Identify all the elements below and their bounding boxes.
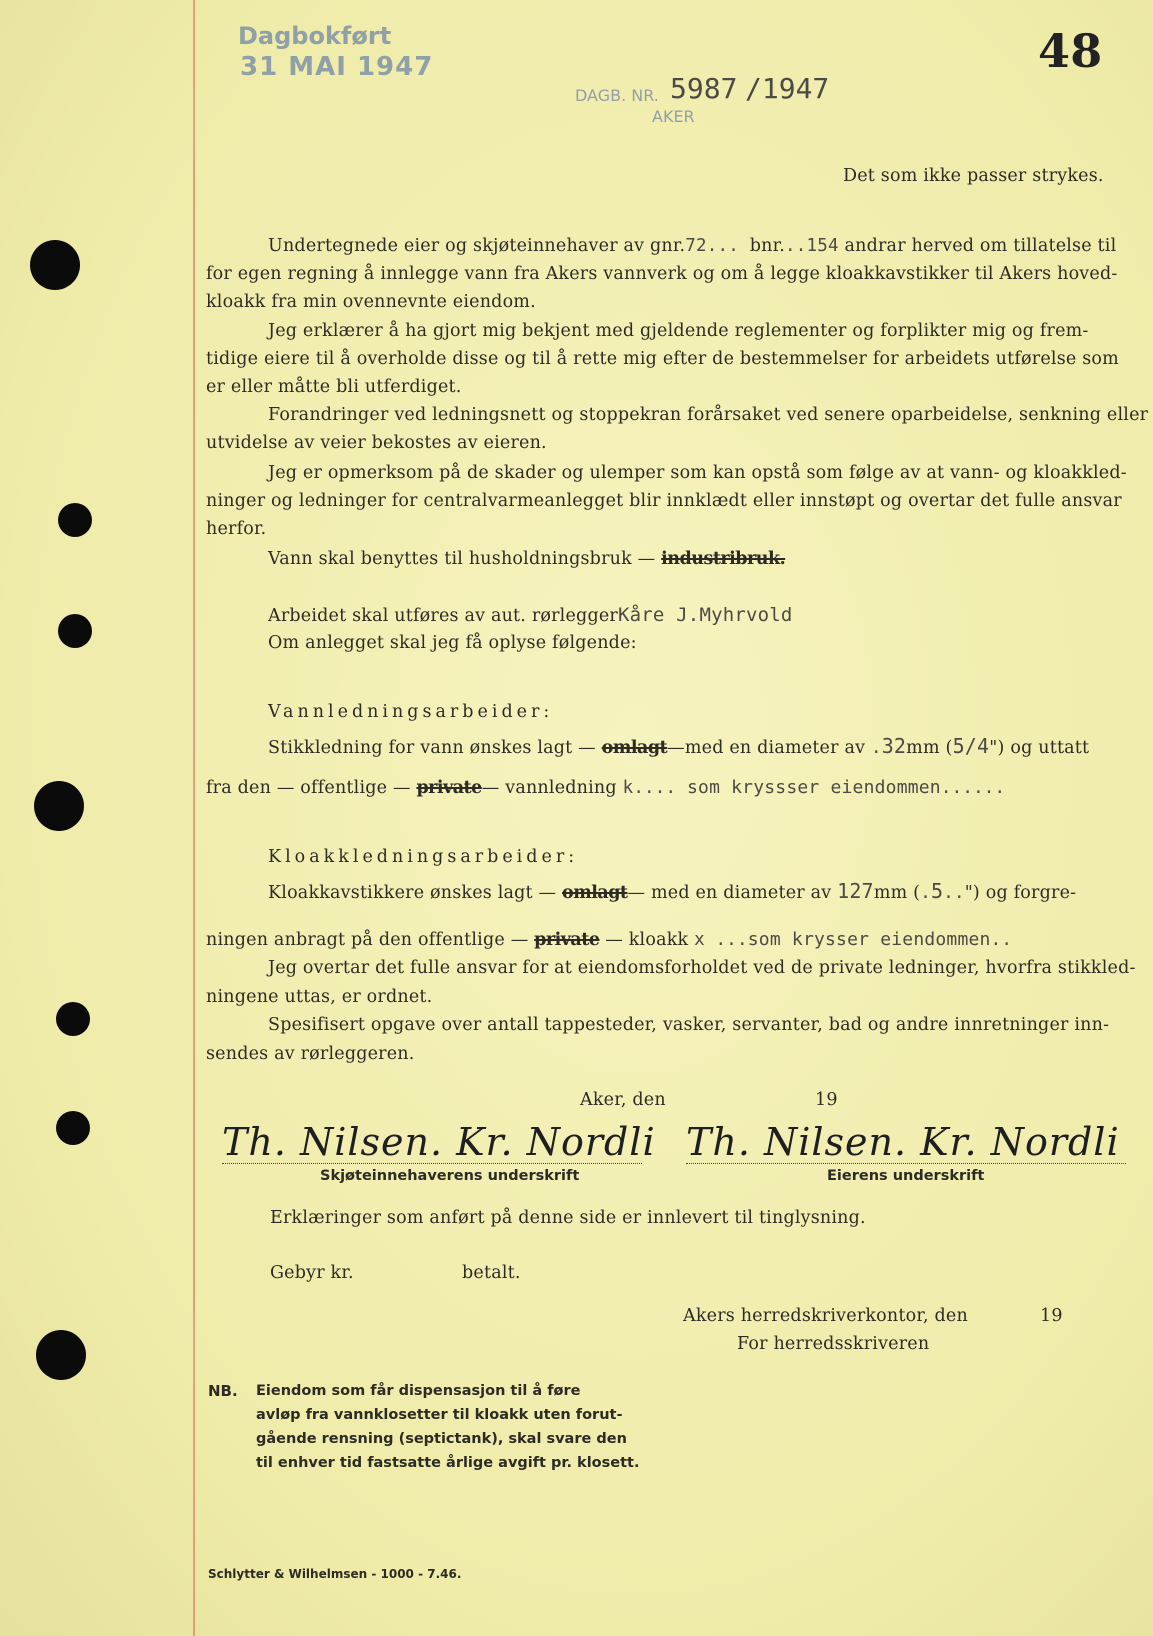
p4-line: herfor. <box>206 519 267 539</box>
vann-diameter-in: 5/4 <box>952 734 990 758</box>
kloakk-para-line: ningene uttas, er ordnet. <box>206 987 433 1007</box>
p2-line: er eller måtte bli utferdiget. <box>206 377 462 397</box>
left-signature-label: Skjøteinnehaverens underskrift <box>320 1168 580 1184</box>
kloakk-diameter-in: 5 <box>930 879 944 903</box>
kloakk-diameter-mm: 127 <box>837 879 874 903</box>
p1-line: kloakk fra min ovennevnte eiendom. <box>206 292 536 312</box>
rorlegger-line: Arbeidet skal utføres av aut. rørleggerKåre J.Myhrvold <box>268 604 793 626</box>
instruction: Det som ikke passer strykes. <box>843 166 1104 186</box>
p2-line: tidige eiere til å overholde disse og til å rette mig efter de bestemmelser for arbeidets utførelse som <box>206 349 1119 369</box>
punch-hole <box>58 503 92 537</box>
dagb-year: /1947 <box>745 72 830 105</box>
dagbokfort-date: 31 MAI 1947 <box>240 52 434 82</box>
punch-hole <box>34 781 84 831</box>
vann-diameter-mm: 32 <box>881 734 907 758</box>
struck-industribruk: industribruk. <box>661 549 786 569</box>
p3-line: utvidelse av veier bekostes av eieren. <box>206 433 547 453</box>
vann-handwritten: som kryssser eiendommen <box>687 777 941 798</box>
right-signature-label: Eierens underskrift <box>827 1168 985 1184</box>
dagb-nr-value: 5987 <box>670 72 738 105</box>
betalt: betalt. <box>462 1263 521 1283</box>
vann-line-2: fra den — offentlige — private— vannledning k.... som kryssser eiendommen...... <box>206 777 1006 798</box>
kloakk-line-1: Kloakkavstikkere ønskes lagt — omlagt— med en diameter av 127mm (.5..") og forgre- <box>268 879 1077 903</box>
vann-heading: Vannledningsarbeider: <box>268 702 554 722</box>
p1-line: Undertegnede eier og skjøteinnehaver av gnr.72... bnr...154 andrar herved om tillatelse til <box>268 236 1117 256</box>
p4-line: Jeg er opmerksom på de skader og ulemper som kan opstå som følge av at vann- og kloakkled- <box>268 463 1127 483</box>
margin-line <box>193 0 195 1636</box>
dagb-nr-label: DAGB. NR. <box>575 86 659 105</box>
p3-line: Forandringer ved ledningsnett og stoppekran forårsaket ved senere oparbeidelse, senkning eller <box>268 405 1149 425</box>
bnr-value: 154 <box>806 236 839 256</box>
kontor-year: 19 <box>1040 1306 1063 1326</box>
spesifisert-line: Spesifisert opgave over antall tappesteder, vasker, servanter, bad og andre innretninger inn- <box>268 1015 1110 1035</box>
nb-line: til enhver tid fastsatte årlige avgift pr. klosett. <box>256 1455 640 1471</box>
kloakk-heading: Kloakkledningsarbeider: <box>268 847 579 867</box>
punch-hole <box>56 1111 90 1145</box>
right-signature: Th. Nilsen. Kr. Nordli <box>686 1120 1120 1164</box>
punch-hole <box>36 1330 86 1380</box>
kloakk-handwritten: som krysser eiendommen <box>747 929 991 950</box>
punch-hole <box>30 240 80 290</box>
p2-line: Jeg erklærer å ha gjort mig bekjent med gjeldende reglementer og forplikter mig og frem- <box>268 321 1089 341</box>
punch-hole <box>58 614 92 648</box>
nb-label: NB. <box>208 1382 238 1400</box>
page-number: 48 <box>1038 24 1103 78</box>
dagbokfort-stamp: Dagbokført <box>238 22 392 50</box>
place: Aker, den <box>580 1090 666 1110</box>
nb-line: Eiendom som får dispensasjon til å føre <box>256 1383 581 1399</box>
erklaering-line: Erklæringer som anført på denne side er innlevert til tinglysning. <box>270 1208 866 1228</box>
date-year: 19 <box>815 1090 838 1110</box>
for-herredsskriveren: For herredsskriveren <box>737 1334 930 1354</box>
printer-imprint: Schlytter & Wilhelmsen - 1000 - 7.46. <box>208 1567 462 1581</box>
spesifisert-line: sendes av rørleggeren. <box>206 1044 415 1064</box>
kloakk-para-line: Jeg overtar det fulle ansvar for at eiendomsforholdet ved de private ledninger, hvorfra stikkled- <box>268 958 1136 978</box>
gebyr: Gebyr kr. <box>270 1263 354 1283</box>
p4-line: ninger og ledninger for centralvarmeanlegget blir innklædt eller innstøpt og overtar det fulle ansvar <box>206 491 1122 511</box>
rorlegger-name: Kåre J.Myhrvold <box>617 604 793 626</box>
punch-hole <box>56 1002 90 1036</box>
kloakk-line-2: ningen anbragt på den offentlige — private — kloakk x ...som krysser eiendommen.. <box>206 929 1013 950</box>
left-signature: Th. Nilsen. Kr. Nordli <box>222 1120 656 1164</box>
p1-line: for egen regning å innlegge vann fra Akers vannverk og om å legge kloakkavstikker til Akers hoved- <box>206 264 1118 284</box>
kontor-line: Akers herredskriverkontor, den <box>683 1306 968 1326</box>
aker-stamp: AKER <box>652 107 695 126</box>
gnr-value: 72 <box>685 236 707 256</box>
vann-line-1: Stikkledning for vann ønskes lagt — omlagt—med en diameter av .32mm (5/4") og uttatt <box>268 734 1090 758</box>
vann-use-line: Vann skal benyttes til husholdningsbruk — industribruk. <box>268 549 786 569</box>
nb-line: avløp fra vannklosetter til kloakk uten forut- <box>256 1407 623 1423</box>
oplyse-line: Om anlegget skal jeg få oplyse følgende: <box>268 633 637 653</box>
nb-line: gående rensning (septictank), skal svare den <box>256 1431 627 1447</box>
